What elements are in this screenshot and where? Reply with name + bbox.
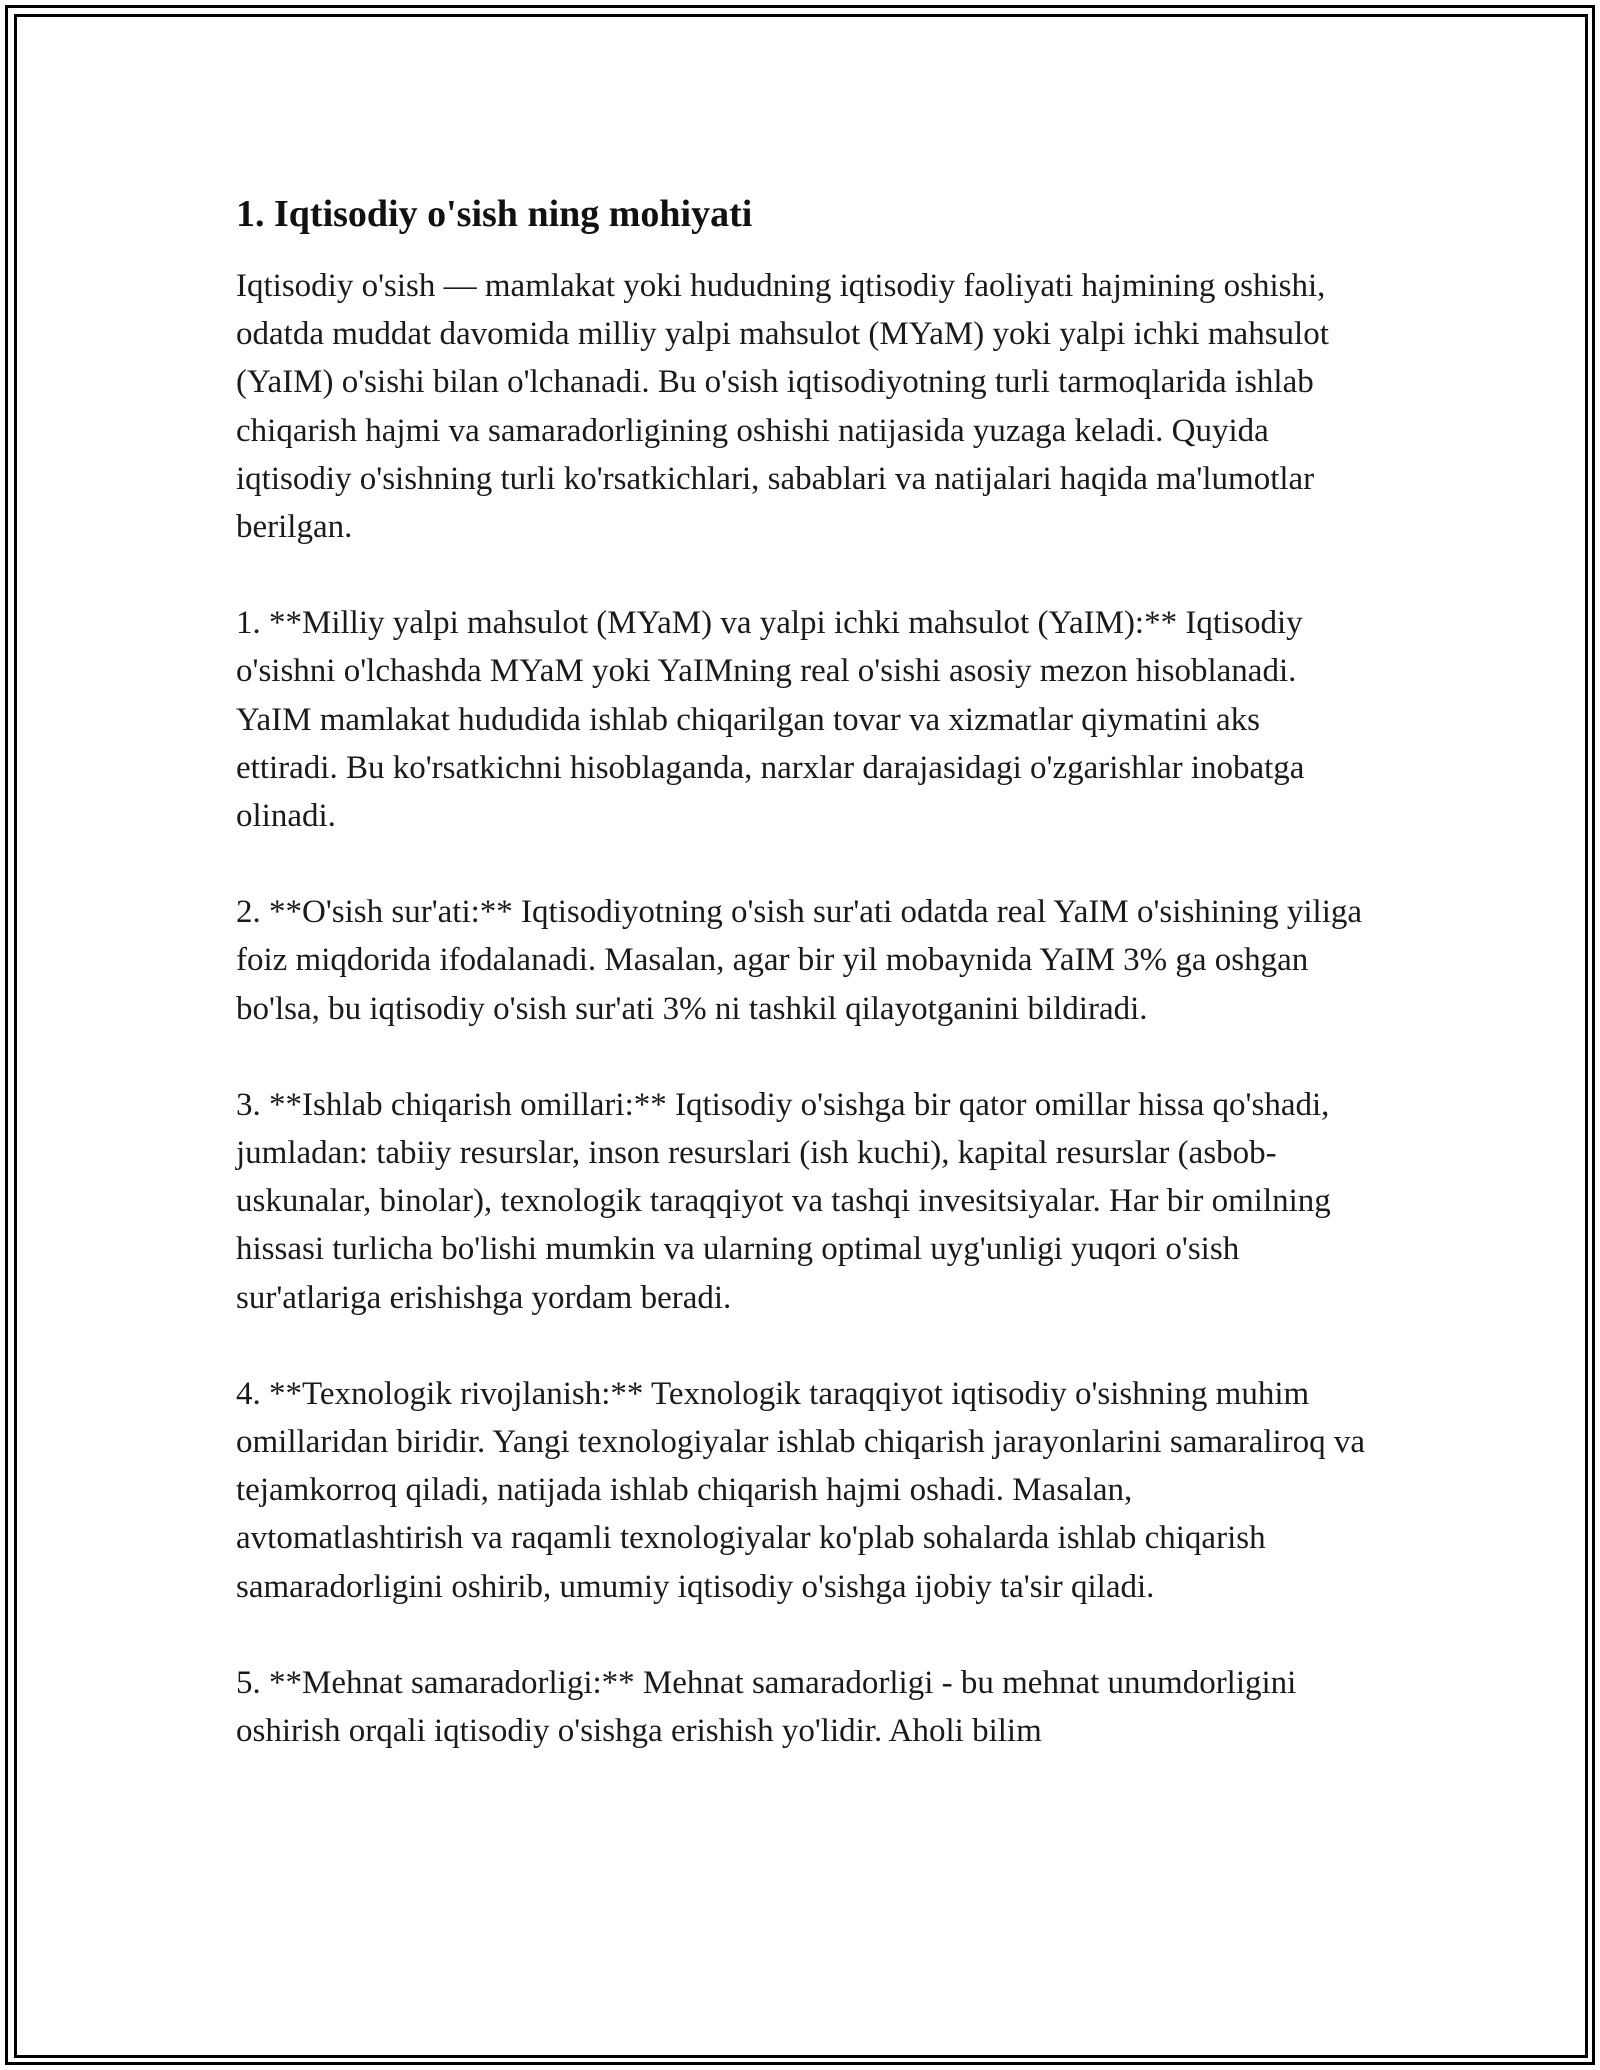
paragraph-intro: Iqtisodiy o'sish — mamlakat yoki hududning iqtisodiy faoliyati hajmining oshishi, odatda muddat davomida milliy yalpi mahsulot (MYaM) yoki yalpi ichki mahsulot (YaIM) o'sishi bilan o'lchanadi. Bu o'sish iqtisodiyotning turli tarmoqlarida ishlab chiqarish hajmi va samaradorligining oshishi natijasida yuzaga keladi. Quyida iqtisodiy o'sishning turli ko'rsatkichlari, sabablari va natijalari haqida ma'lumotlar berilgan. [236,268,1329,546]
paragraph-myam-yaim: 1. **Milliy yalpi mahsulot (MYaM) va yalpi ichki mahsulot (YaIM):** Iqtisodiy o'sishni o'lchashda MYaM yoki YaIMning real o'sishi asosiy mezon hisoblanadi. YaIM mamlakat hududida ishlab chiqarilgan tovar va xizmatlar qiymatini aks ettiradi. Bu ko'rsatkichni hisoblaganda, narxlar darajasidagi o'zgarishlar inobatga olinadi. [236,605,1305,835]
paragraph-growth-rate: 2. **O'sish sur'ati:** Iqtisodiyotning o'sish sur'ati odatda real YaIM o'sishining yiliga foiz miqdorida ifodalanadi. Masalan, agar bir yil mobaynida YaIM 3% ga oshgan bo'lsa, bu iqtisodiy o'sish sur'ati 3% ni tashkil qilayotganini bildiradi. [236,894,1363,1027]
paragraph-labor-productivity: 5. **Mehnat samaradorligi:** Mehnat samaradorligi - bu mehnat unumdorligini oshirish orqali iqtisodiy o'sishga erishish yo'lidir. Aholi bilim [236,1664,1297,1750]
paragraph-technological-development: 4. **Texnologik rivojlanish:** Texnologik taraqqiyot iqtisodiy o'sishning muhim omillaridan biridir. Yangi texnologiyalar ishlab chiqarish jarayonlarini samaraliroq va tejamkorroq qiladi, natijada ishlab chiqarish hajmi oshadi. Masalan, avtomatlashtirish va raqamli texnologiyalar ko'plab sohalarda ishlab chiqarish samaradorligini oshirib, umumiy iqtisodiy o'sishga ijobiy ta'sir qiladi. [236,1375,1366,1605]
document-body [236,186,1366,1803]
section-title: 1. Iqtisodiy o'sish ning mohiyati [236,193,753,235]
paragraph-production-factors: 3. **Ishlab chiqarish omillari:** Iqtisodiy o'sishga bir qator omillar hissa qo'shadi, jumladan: tabiiy resurslar, inson resurslari (ish kuchi), kapital resurslar (asbob-uskunalar, binolar), texnologik taraqqiyot va tashqi invesitsiyalar. Har bir omilning hissasi turlicha bo'lishi mumkin va ularning optimal uyg'unligi yuqori o'sish sur'atlariga erishishga yordam beradi. [236,1086,1331,1316]
